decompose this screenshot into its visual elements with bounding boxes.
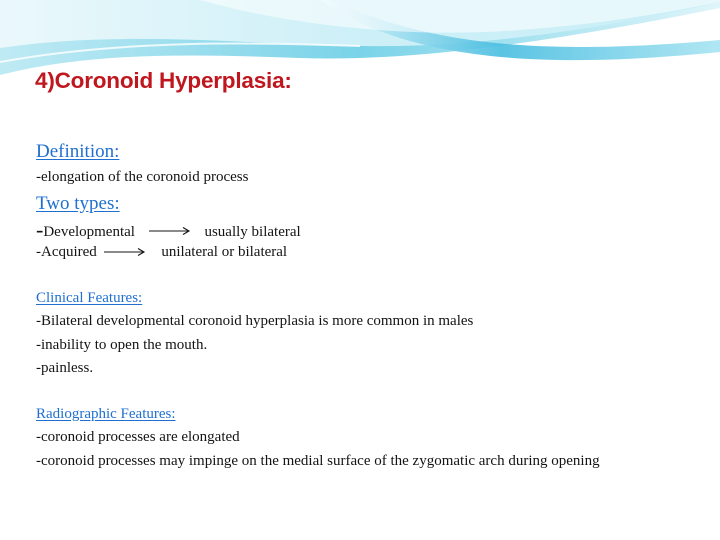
- type-item-acquired: [36, 241, 706, 265]
- clinical-item: -painless.: [36, 360, 94, 376]
- type-item-result: unilateral or bilateral: [161, 244, 288, 260]
- slide-content: [36, 138, 706, 473]
- type-item-prefix: -: [36, 244, 41, 260]
- slide-title: 4)Coronoid Hyperplasia:: [35, 68, 292, 93]
- type-item-name: Acquired: [41, 244, 97, 260]
- definition-heading-link[interactable]: Definition:: [36, 141, 120, 162]
- spacer: [36, 381, 706, 403]
- clinical-item: -Bilateral developmental coronoid hyperplasia is more common in males: [36, 313, 474, 329]
- right-arrow-icon: [104, 247, 146, 257]
- type-item-developmental: [36, 218, 706, 242]
- right-arrow-icon: [149, 226, 191, 236]
- type-item-prefix: -: [36, 216, 44, 242]
- clinical-heading: [36, 287, 706, 311]
- definition-text: -elongation of the coronoid process: [36, 169, 249, 185]
- radiographic-heading: [36, 403, 706, 427]
- clinical-heading-link[interactable]: Clinical Features:: [36, 289, 143, 306]
- type-item-name: Developmental: [43, 223, 135, 240]
- radiographic-item: -coronoid processes may impinge on the medial surface of the zygomatic arch during opening: [36, 452, 600, 469]
- definition-heading: [36, 138, 706, 166]
- spacer: [36, 265, 706, 287]
- radiographic-item: -coronoid processes are elongated: [36, 429, 240, 445]
- type-item-result: usually bilateral: [204, 223, 301, 240]
- clinical-item: -inability to open the mouth.: [36, 336, 208, 353]
- radiographic-heading-link[interactable]: Radiographic Features:: [36, 405, 176, 422]
- types-heading-link[interactable]: Two types:: [36, 192, 120, 214]
- types-heading: [36, 190, 706, 218]
